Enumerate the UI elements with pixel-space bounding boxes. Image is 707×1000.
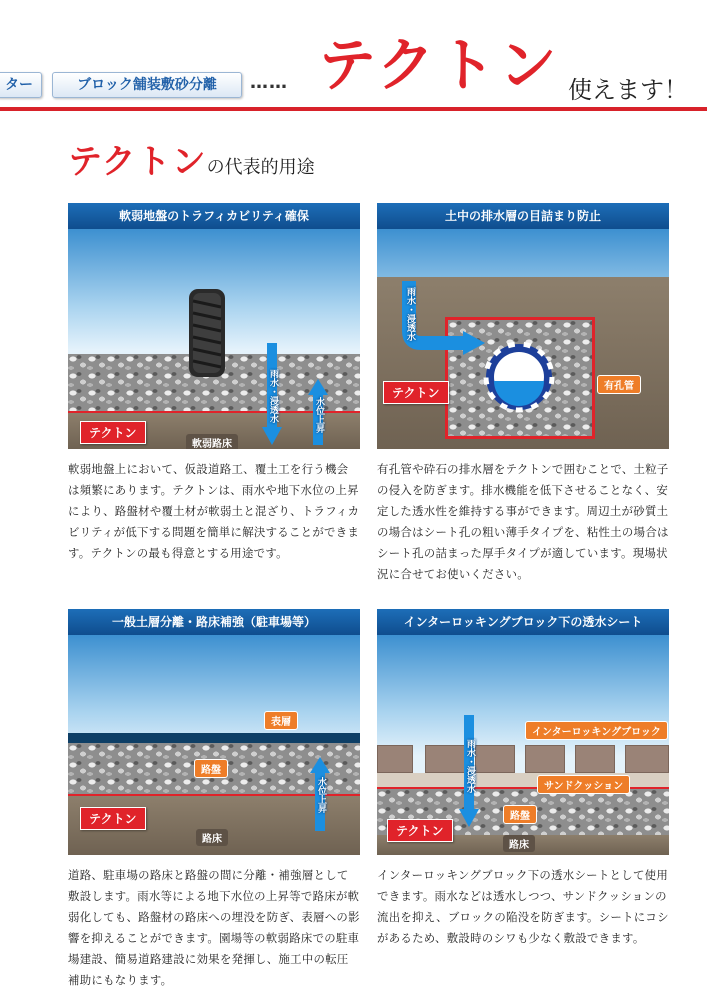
surface-layer (68, 733, 360, 743)
block-label: インターロッキングブロック (525, 721, 668, 740)
rainwater-label: 雨水・浸透水 (268, 369, 278, 423)
panel-drainage (377, 203, 669, 585)
section-title-brand: テクトン (68, 142, 207, 182)
tecton-label: テクトン (387, 819, 453, 842)
panel-description: 軟弱地盤上において、仮設道路工、覆土工を行う機会は頻繁にあります。テクトンは、雨水や地下水位の上昇により、路盤材や覆土材が軟弱土と混ざり、トラフィカビリティが低下する問題を簡単に解決することができます。テクトンの最も得意とする用途です。 (68, 462, 360, 560)
panel-parking-lot (68, 609, 360, 991)
tire-icon (188, 287, 228, 379)
tecton-label: テクトン (80, 421, 146, 444)
roadbed-label: 路盤 (194, 759, 228, 778)
panel-interlocking-block (377, 609, 669, 949)
panel-illustration (68, 635, 360, 855)
panel-soft-ground (68, 203, 360, 564)
panel-illustration (68, 229, 360, 449)
header-divider (0, 107, 707, 111)
panel-title: 一般土層分離・路床補強（駐車場等） (68, 609, 360, 635)
water-rise-label: 水位上昇 (316, 777, 326, 813)
subgrade-label: 路床 (196, 829, 228, 846)
panel-description: インターロッキングブロック下の透水シートとして使用できます。雨水などは透水しつつ、サンドクッションの流出を抑え、ブロックの陥没を防ぎます。シートにコシがあるため、敷設時のシワも少なく敷設できます。 (377, 868, 669, 945)
panel-title: 軟弱地盤のトラフィカビリティ確保 (68, 203, 360, 229)
perforated-pipe-icon (483, 341, 555, 413)
roadbed-label: 路盤 (503, 805, 537, 824)
panel-title: インターロッキングブロック下の透水シート (377, 609, 669, 635)
rainwater-label: 雨水・浸透水 (465, 739, 475, 793)
panel-description: 有孔管や砕石の排水層をテクトンで囲むことで、土粒子の侵入を防ぎます。排水機能を低下させることなく、安定した透水性を維持する事ができます。周辺土が砂質土の場合はシート孔の粗い薄手タイプを、粘性土の場合はシート孔の詰まった厚手タイプが適しています。現場状況に合せてお使いください。 (377, 462, 669, 581)
sand-cushion-label: サンドクッション (537, 775, 630, 794)
block-row (377, 745, 669, 773)
panel-description: 道路、駐車場の路床と路盤の間に分離・補強層として敷設します。雨水等による地下水位の上昇等で路床が軟弱化しても、路盤材の路床への埋没を防ぎ、表層への影響を抑えることができます。園場等の軟弱路床での駐車場建設、簡易道路建設に効果を発揮し、施工中の転圧補助にもなります。 (68, 868, 360, 987)
panel-illustration (377, 635, 669, 855)
tecton-label: テクトン (80, 807, 146, 830)
panel-illustration (377, 229, 669, 449)
category-tag-partial: ター (0, 72, 42, 98)
section-title (68, 134, 315, 183)
category-tag: ブロック舗装敷砂分離 (52, 72, 242, 98)
subgrade-label: 路床 (503, 835, 535, 852)
panel-title: 土中の排水層の目詰まり防止 (377, 203, 669, 229)
tecton-label: テクトン (383, 381, 449, 404)
water-rise-label: 水位上昇 (314, 397, 324, 433)
rainwater-label: 雨水・浸透水 (405, 287, 415, 341)
pipe-label: 有孔管 (597, 375, 641, 394)
section-title-text: の代表的用途 (206, 157, 315, 178)
brand-suffix: 使えます！ (568, 76, 688, 104)
brand-title: テクトン (318, 31, 560, 99)
surface-label: 表層 (264, 711, 298, 730)
subgrade-label: 軟弱路床 (186, 434, 238, 449)
header-dots: …… (250, 72, 288, 93)
